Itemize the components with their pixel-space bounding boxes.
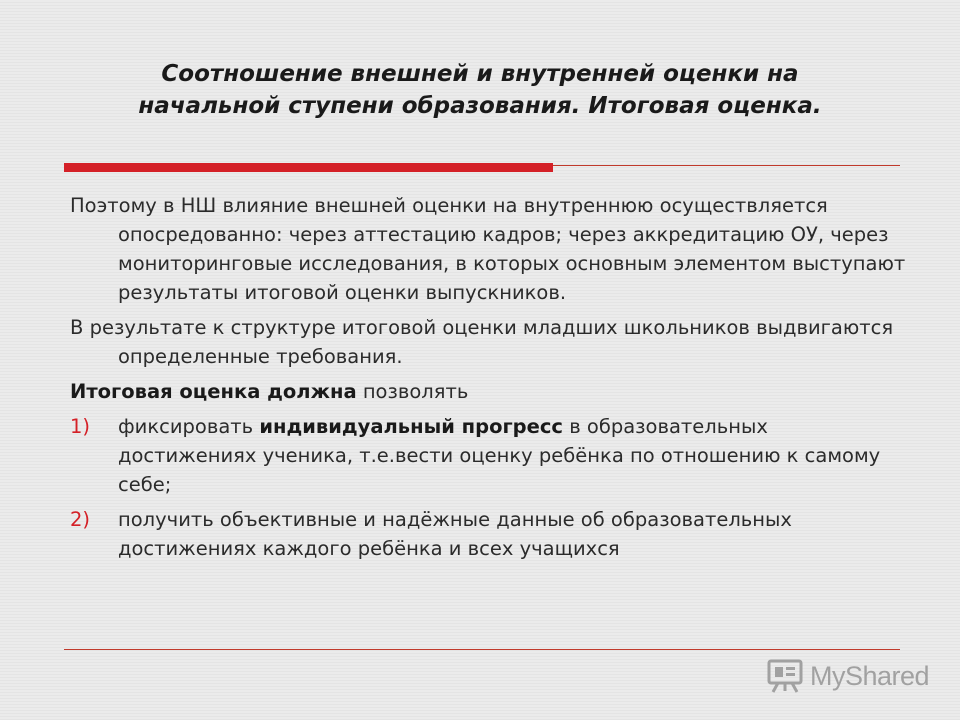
- list-item-text-post: в образовательных достижениях ученика, т.е.вести оценку ребёнка по отношению к самому себе;: [118, 415, 881, 496]
- watermark-text: MyShared: [810, 660, 930, 691]
- paragraph-requirements: В результате к структуре итоговой оценки младших школьников выдвигаются определенные требования.: [70, 316, 894, 368]
- watermark: [766, 656, 929, 696]
- final-assessment-verb: позволять: [362, 380, 469, 403]
- list-item-number: 2): [70, 508, 91, 531]
- paragraph-final-assessment: [70, 377, 910, 406]
- list-item-emphasis: индивидуальный прогресс: [259, 415, 563, 438]
- presentation-board-icon: [766, 657, 804, 695]
- list-item-text-pre: получить объективные и надёжные данные об образовательных достижениях каждого ребёнка и всех учащихся: [118, 508, 792, 560]
- footer-divider: [64, 649, 900, 650]
- list-item: [70, 505, 910, 563]
- slide-body: [70, 191, 910, 569]
- title-divider-accent: [64, 163, 553, 172]
- title-line-1: Соотношение внешней и внутренней оценки на: [161, 61, 799, 87]
- list-item-number: 1): [70, 415, 91, 438]
- list-item: [70, 412, 910, 499]
- slide-title: [60, 58, 900, 122]
- paragraph-external-influence: Поэтому в НШ влияние внешней оценки на внутреннюю осуществляется опосредованно: через аттестацию кадров; через аккредитацию ОУ, через мониторинговые исследования, в которых основным элементом выступают результаты итоговой оценки выпускников.: [70, 194, 906, 304]
- title-line-2: начальной ступени образования. Итоговая оценка.: [138, 93, 822, 119]
- list-item-text-pre: фиксировать: [118, 415, 260, 438]
- final-assessment-heading: Итоговая оценка должна: [70, 380, 357, 403]
